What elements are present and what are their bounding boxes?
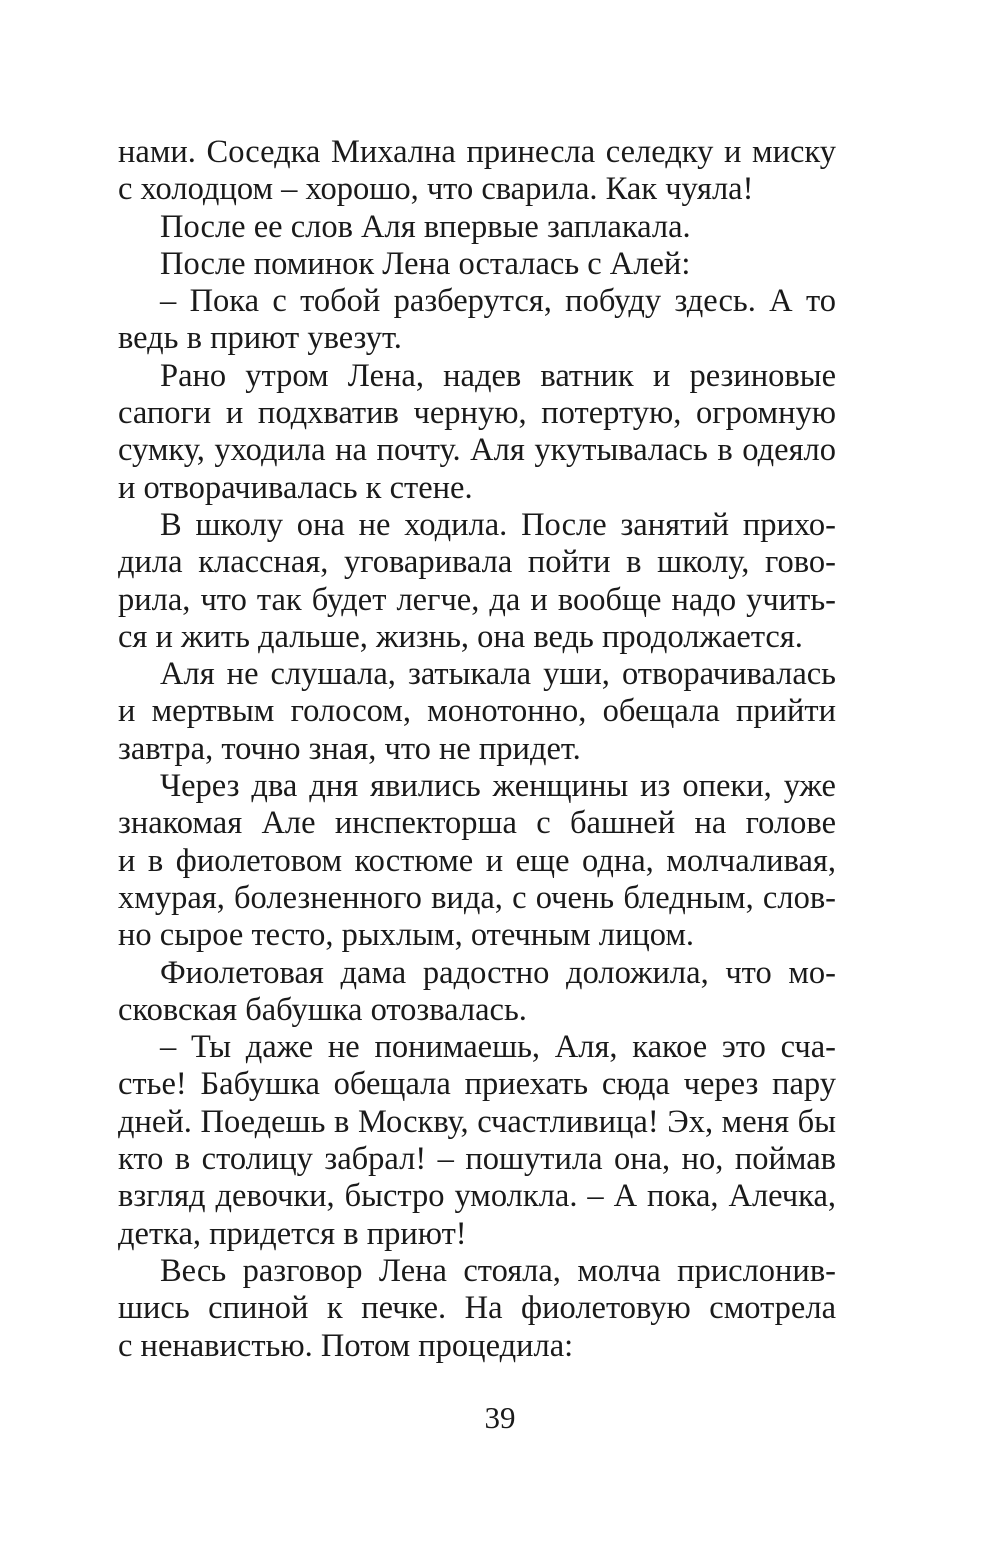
text-line: но сырое тесто, рыхлым, отечным лицом. xyxy=(118,917,695,954)
text-line: – Пока с тобой разберутся, побуду здесь. А то xyxy=(160,283,836,320)
text-line: и мертвым голосом, монотонно, обещала прийти xyxy=(118,693,836,730)
text-line: нами. Соседка Михална принесла селедку и миску xyxy=(118,134,836,170)
text-line: сковская бабушка отозвалась. xyxy=(118,991,527,1028)
text-line: В школу она не ходила. После занятий прихо- xyxy=(160,506,836,543)
text-line: – Ты даже не понимаешь, Аля, какое это сча- xyxy=(160,1029,836,1066)
text-line: кто в столицу забрал! – пошутила она, но, поймав xyxy=(118,1141,836,1178)
text-line: и в фиолетовом костюме и еще одна, молчаливая, xyxy=(118,842,836,879)
text-line: сумку, уходила на почту. Аля укутывалась в одеяло xyxy=(118,432,836,469)
text-line: Фиолетовая дама радостно доложила, что мо- xyxy=(160,954,836,991)
page-number: 39 xyxy=(484,1400,516,1435)
text-line: завтра, точно зная, что не придет. xyxy=(118,730,581,767)
text-line: дней. Поедешь в Москву, счастливица! Эх, меня бы xyxy=(118,1103,836,1140)
text-line: рила, что так будет легче, да и вообще надо учить- xyxy=(118,581,836,618)
text-line: Весь разговор Лена стояла, молча прислонив- xyxy=(160,1252,836,1289)
text-line: стье! Бабушка обещала приехать сюда через пару xyxy=(118,1066,836,1103)
text-line: После ее слов Аля впервые заплакала. xyxy=(160,208,691,245)
text-line: детка, придется в приют! xyxy=(118,1215,467,1252)
text-line: ведь в приют увезут. xyxy=(118,320,402,357)
text-line: сапоги и подхватив черную, потертую, огромную xyxy=(118,395,836,432)
text-line: знакомая Але инспекторша с башней на голове xyxy=(118,805,836,842)
text-line: ся и жить дальше, жизнь, она ведь продолжается. xyxy=(118,618,803,655)
text-line: с ненавистью. Потом процедила: xyxy=(118,1327,574,1364)
text-line: После поминок Лена осталась с Алей: xyxy=(160,245,691,282)
text-line: и отворачивалась к стене. xyxy=(118,469,473,506)
body-text xyxy=(118,134,836,1365)
text-line: Рано утром Лена, надев ватник и резиновые xyxy=(160,357,836,394)
text-line: взгляд девочки, быстро умолкла. – А пока, Алечка, xyxy=(118,1178,836,1215)
text-line: хмурая, болезненного вида, с очень бледным, слов- xyxy=(118,879,836,916)
text-line: дила классная, уговаривала пойти в школу, гово- xyxy=(118,544,836,581)
text-line: Аля не слушала, затыкала уши, отворачивалась xyxy=(160,656,836,693)
text-line: с холодцом – хорошо, что сварила. Как чуяла! xyxy=(118,171,754,208)
text-line: Через два дня явились женщины из опеки, уже xyxy=(160,768,836,805)
text-line: шись спиной к печке. На фиолетовую смотрела xyxy=(118,1290,836,1327)
